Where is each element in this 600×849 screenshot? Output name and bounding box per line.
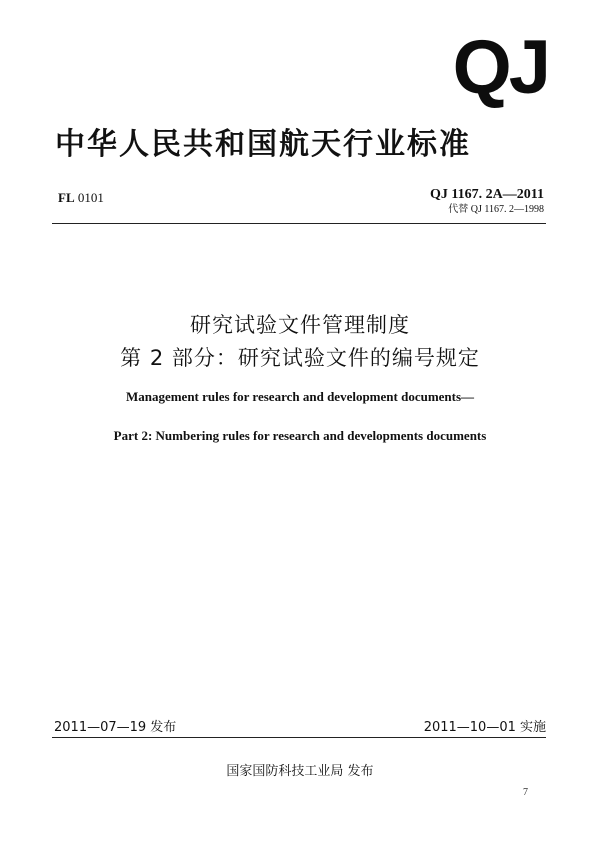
implementation-date: 2011—10—01 实施 (423, 720, 546, 735)
classification-number: 0101 (77, 190, 104, 205)
standard-category-title: 中华人民共和国航天行业标准 (55, 127, 471, 162)
standard-number: QJ 1167. 2A—2011 (430, 187, 544, 202)
document-title-en-line2: Part 2: Numbering rules for research and developments documents (113, 428, 487, 443)
document-title-en-line1: Management rules for research and development documents— (125, 389, 475, 404)
document-title-cn-line1: 研究试验文件管理制度 (190, 313, 410, 337)
standard-code-block (430, 186, 544, 217)
classification-prefix: FL (58, 190, 75, 205)
issuing-authority: 国家国防科技工业局 发布 (226, 764, 374, 779)
issue-date: 2011—07—19 发布 (54, 720, 177, 735)
top-divider (52, 223, 546, 224)
document-title-cn-line2: 第 2 部分：研究试验文件的编号规定 (120, 346, 480, 370)
bottom-divider (52, 737, 546, 738)
qj-logo: QJ (452, 25, 548, 110)
replaces-standard: 代替 QJ 1167. 2—1998 (448, 204, 544, 215)
page-number: 7 (523, 787, 528, 798)
classification-code (58, 190, 104, 206)
